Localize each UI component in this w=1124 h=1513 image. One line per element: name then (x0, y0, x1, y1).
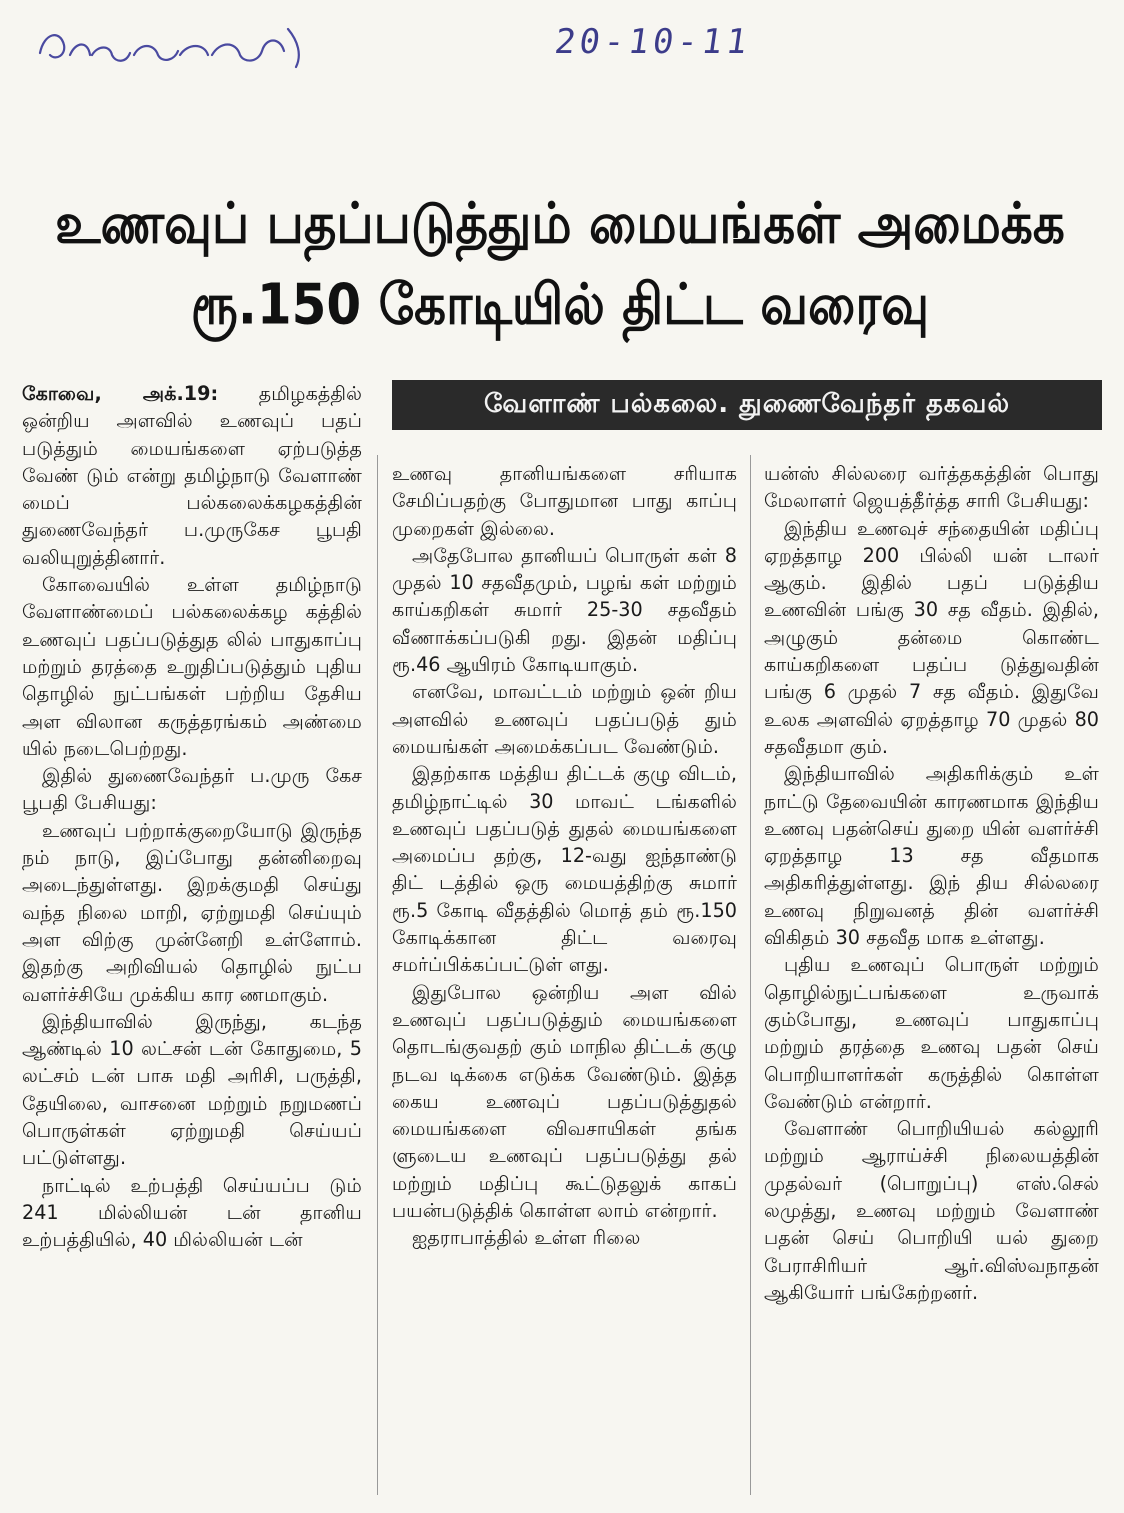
handwritten-publication-name (30, 15, 330, 75)
paragraph: உணவுப் பற்றாக்குறையோடு இருந்த நம் நாடு, இப்போது தன்னிறைவு அடைந்துள்ளது. இறக்குமதி செய்து வந்த நிலை மாறி, ஏற்றுமதி செய்யும் அள விற்கு முன்னேறி உள்ளோம். இதற்கு அறிவியல் தொழில் நுட்ப வளர்ச்சியே முக்கிய கார ணமாகும். (22, 818, 362, 1006)
paragraph: கோவையில் உள்ள தமிழ்நாடு வேளாண்மைப் பல்கலைக்கழ கத்தில் உணவுப் பதப்படுத்துத லில் பாதுகாப்பு மற்றும் தரத்தை உறுதிப்படுத்தும் புதிய தொழில் நுட்பங்கள் பற்றிய தேசிய அள விலான கருத்தரங்கம் அண்மை யில் நடைபெற்றது. (22, 573, 362, 760)
column-divider (377, 455, 378, 1495)
paragraph: புதிய உணவுப் பொருள் மற்றும் தொழில்நுட்பங்களை உருவாக் கும்போது, உணவுப் பாதுகாப்பு மற்றும் தரத்தை உணவு பதன் செய் பொறியாளர்கள் கருத்தில் கொள்ள வேண்டும் என்றார். (764, 953, 1099, 1113)
paragraph: வேளாண் பொறியியல் கல்லூரி மற்றும் ஆராய்ச்சி நிலையத்தின் முதல்வர் (பொறுப்பு) எஸ்.செல் லமுத்து, உணவு மற்றும் வேளாண் பதன் செய் பொறியி யல் துறை பேராசிரியர் ஆர்.விஸ்வநாதன் ஆகியோர் பங்கேற்றனர். (764, 1117, 1099, 1304)
headline-line-1: உணவுப் பதப்படுத்தும் மையங்கள் அமைக்க (55, 191, 1065, 257)
handwritten-date: 20-10-11 (552, 22, 754, 62)
paragraph: யன்ஸ் சில்லரை வர்த்தகத்தின் பொது மேலாளர் ஜெயத்தீர்த்த சாரி பேசியது: (764, 462, 1099, 513)
article-column-1 (22, 380, 362, 1254)
paragraph: இதுபோல ஒன்றிய அள வில் உணவுப் பதப்படுத்தும் மையங்களை தொடங்குவதற் கும் மாநில திட்டக் குழு நடவ டிக்கை எடுக்க வேண்டும். இத்த கைய உணவுப் பதப்படுத்துதல் மையங்களை விவசாயிகள் தங்க ளுடைய உணவுப் பதப்படுத்து தல் மற்றும் மதிப்பு கூட்டுதலுக் காகப் பயன்படுத்திக் கொள்ள லாம் என்றார். (392, 980, 737, 1223)
paragraph: நாட்டில் உற்பத்தி செய்யப்ப டும் 241 மில்லியன் டன் தானிய உற்பத்தியில், 40 மில்லியன் டன் (22, 1173, 362, 1252)
paragraph: கோவை, அக்.19: தமிழகத்தில் ஒன்றிய அளவில் உணவுப் பதப் படுத்தும் மையங்களை ஏற்படுத்த வேண் டும் என்று தமிழ்நாடு வேளாண் மைப் பல்கலைக்கழகத்தின் துணைவேந்தர் ப.முருகேச பூபதி வலியுறுத்தினார். (22, 382, 362, 569)
paragraph: எனவே, மாவட்டம் மற்றும் ஒன் றிய அளவில் உணவுப் பதப்படுத் தும் மையங்கள் அமைக்கப்பட வேண்டும். (392, 680, 737, 758)
paragraph: ஐதராபாத்தில் உள்ள ரிலை (412, 1226, 641, 1250)
subheadline-banner (392, 380, 1102, 430)
paragraph: இந்திய உணவுச் சந்தையின் மதிப்பு ஏறத்தாழ 200 பில்லி யன் டாலர் ஆகும். இதில் பதப் படுத்திய உணவின் பங்கு 30 சத வீதம். இதில், அழுகும் தன்மை கொண்ட காய்கறிகளை பதப்ப டுத்துவதின் பங்கு 6 முதல் 7 சத வீதம். இதுவே உலக அளவில் ஏறத்தாழ 70 முதல் 80 சதவீதமா கும். (764, 516, 1099, 758)
newspaper-clipping (12, 170, 1108, 1505)
paragraph: இந்தியாவில் இருந்து, கடந்த ஆண்டில் 10 லட்சன் டன் கோதுமை, 5 லட்சம் டன் பாசு மதி அரிசி, பருத்தி, தேயிலை, வாசனை மற்றும் நறுமணப் பொருள்கள் ஏற்றுமதி செய்யப் பட்டுள்ளது. (22, 1009, 362, 1170)
headline-line-2: ரூ.150 கோடியில் திட்ட வரைவு (190, 271, 930, 337)
paragraph: இதற்காக மத்திய திட்டக் குழு விடம், தமிழ்நாட்டில் 30 மாவட் டங்களில் உணவுப் பதப்படுத் துதல் மையங்களை அமைப்ப தற்கு, 12-வது ஐந்தாண்டு திட் டத்தில் ஒரு மையத்திற்கு சுமார் ரூ.5 கோடி வீதத்தில் மொத் தம் ரூ.150 கோடிக்கான திட்ட வரைவு சமர்ப்பிக்கப்பட்டுள் ளது. (392, 762, 737, 977)
article-column-3 (764, 460, 1099, 1306)
dateline: கோவை, அக்.19: (22, 382, 219, 405)
article-column-2 (392, 460, 737, 1252)
column-divider (750, 455, 751, 1495)
paragraph: இந்தியாவில் அதிகரிக்கும் உள் நாட்டு தேவையின் காரணமாக இந்திய உணவு பதன்செய் துறை யின் வளர்ச்சி ஏறத்தாழ 13 சத வீதமாக அதிகரித்துள்ளது. இந் திய சில்லரை உணவு நிறுவனத் தின் வளர்ச்சி விகிதம் 30 சதவீத மாக உள்ளது. (764, 762, 1099, 950)
paragraph: உணவு தானியங்களை சரியாக சேமிப்பதற்கு போதுமான பாது காப்பு முறைகள் இல்லை. (392, 462, 737, 540)
paragraph: இதில் துணைவேந்தர் ப.முரு கேச பூபதி பேசியது: (22, 764, 362, 815)
paragraph: அதேபோல தானியப் பொருள் கள் 8 முதல் 10 சதவீதமும், பழங் கள் மற்றும் காய்கறிகள் சுமார் 25-30 சதவீதம் வீணாக்கப்படுகி றது. இதன் மதிப்பு ரூ.46 ஆயிரம் கோடியாகும். (392, 543, 737, 677)
headline (12, 183, 1108, 344)
subheadline: வேளாண் பல்கலை. துணைவேந்தர் தகவல் (483, 388, 1011, 419)
